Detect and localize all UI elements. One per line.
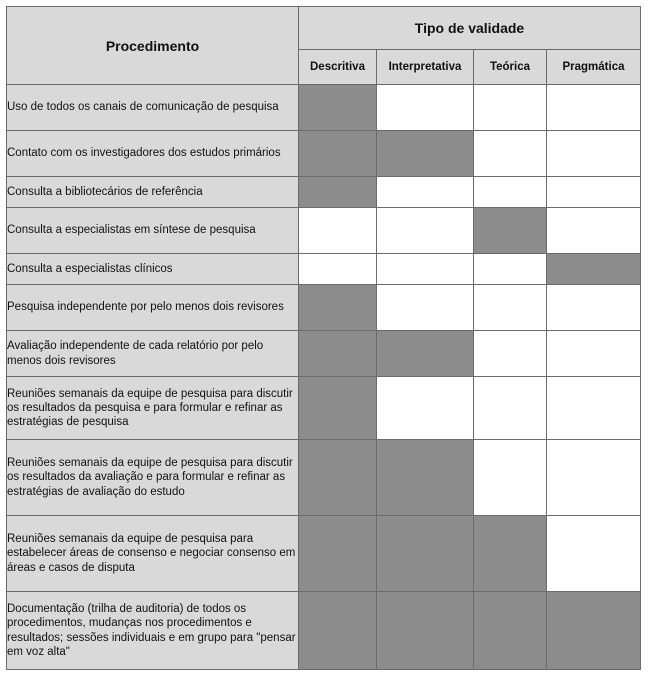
validity-cell-descritiva-marked xyxy=(299,285,377,331)
validity-type-header: Tipo de validade xyxy=(299,7,641,50)
column-header-pragmatica: Pragmática xyxy=(547,50,641,85)
validity-cell-interpretativa-empty xyxy=(377,254,474,285)
validity-cell-interpretativa-marked xyxy=(377,131,474,177)
validity-cell-teorica-empty xyxy=(474,254,547,285)
validity-cell-pragmatica-marked xyxy=(547,254,641,285)
validity-cell-interpretativa-empty xyxy=(377,208,474,254)
table-row xyxy=(7,377,641,440)
procedure-cell: Documentação (trilha de auditoria) de todos os procedimentos, mudanças nos procedimentos e resultados; sessões individuais e em grupo para "pensar em voz alta" xyxy=(7,592,299,670)
validity-cell-descritiva-marked xyxy=(299,177,377,208)
validity-cell-teorica-empty xyxy=(474,440,547,516)
validity-cell-teorica-empty xyxy=(474,331,547,377)
validity-cell-descritiva-marked xyxy=(299,377,377,440)
validity-cell-interpretativa-empty xyxy=(377,85,474,131)
validity-cell-descritiva-marked xyxy=(299,85,377,131)
validity-cell-pragmatica-empty xyxy=(547,131,641,177)
validity-cell-descritiva-empty xyxy=(299,254,377,285)
procedure-cell: Consulta a especialistas clínicos xyxy=(7,254,299,285)
validity-table xyxy=(6,6,641,670)
table-row xyxy=(7,85,641,131)
procedure-cell: Consulta a bibliotecários de referência xyxy=(7,177,299,208)
validity-cell-teorica-empty xyxy=(474,85,547,131)
validity-cell-pragmatica-empty xyxy=(547,208,641,254)
table-row xyxy=(7,208,641,254)
procedure-header: Procedimento xyxy=(7,7,299,85)
validity-cell-teorica-marked xyxy=(474,516,547,592)
validity-cell-teorica-empty xyxy=(474,377,547,440)
validity-cell-teorica-empty xyxy=(474,131,547,177)
validity-cell-interpretativa-marked xyxy=(377,592,474,670)
validity-cell-descritiva-marked xyxy=(299,331,377,377)
column-header-teorica: Teórica xyxy=(474,50,547,85)
column-header-descritiva: Descritiva xyxy=(299,50,377,85)
validity-cell-descritiva-marked xyxy=(299,516,377,592)
validity-cell-teorica-empty xyxy=(474,285,547,331)
validity-cell-pragmatica-empty xyxy=(547,85,641,131)
validity-cell-teorica-marked xyxy=(474,208,547,254)
table-row xyxy=(7,254,641,285)
procedure-cell: Uso de todos os canais de comunicação de pesquisa xyxy=(7,85,299,131)
validity-cell-descritiva-marked xyxy=(299,592,377,670)
validity-cell-pragmatica-empty xyxy=(547,331,641,377)
header-row-group xyxy=(7,7,641,50)
validity-cell-interpretativa-empty xyxy=(377,377,474,440)
validity-cell-interpretativa-empty xyxy=(377,177,474,208)
table-row xyxy=(7,331,641,377)
validity-cell-teorica-marked xyxy=(474,592,547,670)
table-body xyxy=(7,85,641,670)
validity-table-container xyxy=(6,6,641,670)
table-row xyxy=(7,285,641,331)
validity-cell-teorica-empty xyxy=(474,177,547,208)
validity-cell-interpretativa-empty xyxy=(377,285,474,331)
column-header-interpretativa: Interpretativa xyxy=(377,50,474,85)
procedure-cell: Consulta a especialistas em síntese de pesquisa xyxy=(7,208,299,254)
table-row xyxy=(7,440,641,516)
validity-cell-pragmatica-empty xyxy=(547,177,641,208)
validity-cell-descritiva-marked xyxy=(299,131,377,177)
validity-cell-pragmatica-marked xyxy=(547,592,641,670)
validity-cell-pragmatica-empty xyxy=(547,285,641,331)
validity-cell-descritiva-empty xyxy=(299,208,377,254)
procedure-cell: Avaliação independente de cada relatório por pelo menos dois revisores xyxy=(7,331,299,377)
procedure-cell: Contato com os investigadores dos estudos primários xyxy=(7,131,299,177)
table-row xyxy=(7,516,641,592)
procedure-cell: Reuniões semanais da equipe de pesquisa para estabelecer áreas de consenso e negociar consenso em áreas e casos de disputa xyxy=(7,516,299,592)
table-row xyxy=(7,177,641,208)
procedure-cell: Reuniões semanais da equipe de pesquisa para discutir os resultados da avaliação e para formular e refinar as estratégias de avaliação do estudo xyxy=(7,440,299,516)
validity-cell-interpretativa-marked xyxy=(377,516,474,592)
table-row xyxy=(7,131,641,177)
validity-cell-interpretativa-marked xyxy=(377,331,474,377)
validity-cell-pragmatica-empty xyxy=(547,516,641,592)
validity-cell-descritiva-marked xyxy=(299,440,377,516)
procedure-cell: Reuniões semanais da equipe de pesquisa para discutir os resultados da pesquisa e para formular e refinar as estratégias de pesquisa xyxy=(7,377,299,440)
validity-cell-pragmatica-empty xyxy=(547,377,641,440)
validity-cell-pragmatica-empty xyxy=(547,440,641,516)
validity-cell-interpretativa-marked xyxy=(377,440,474,516)
procedure-cell: Pesquisa independente por pelo menos dois revisores xyxy=(7,285,299,331)
table-row xyxy=(7,592,641,670)
